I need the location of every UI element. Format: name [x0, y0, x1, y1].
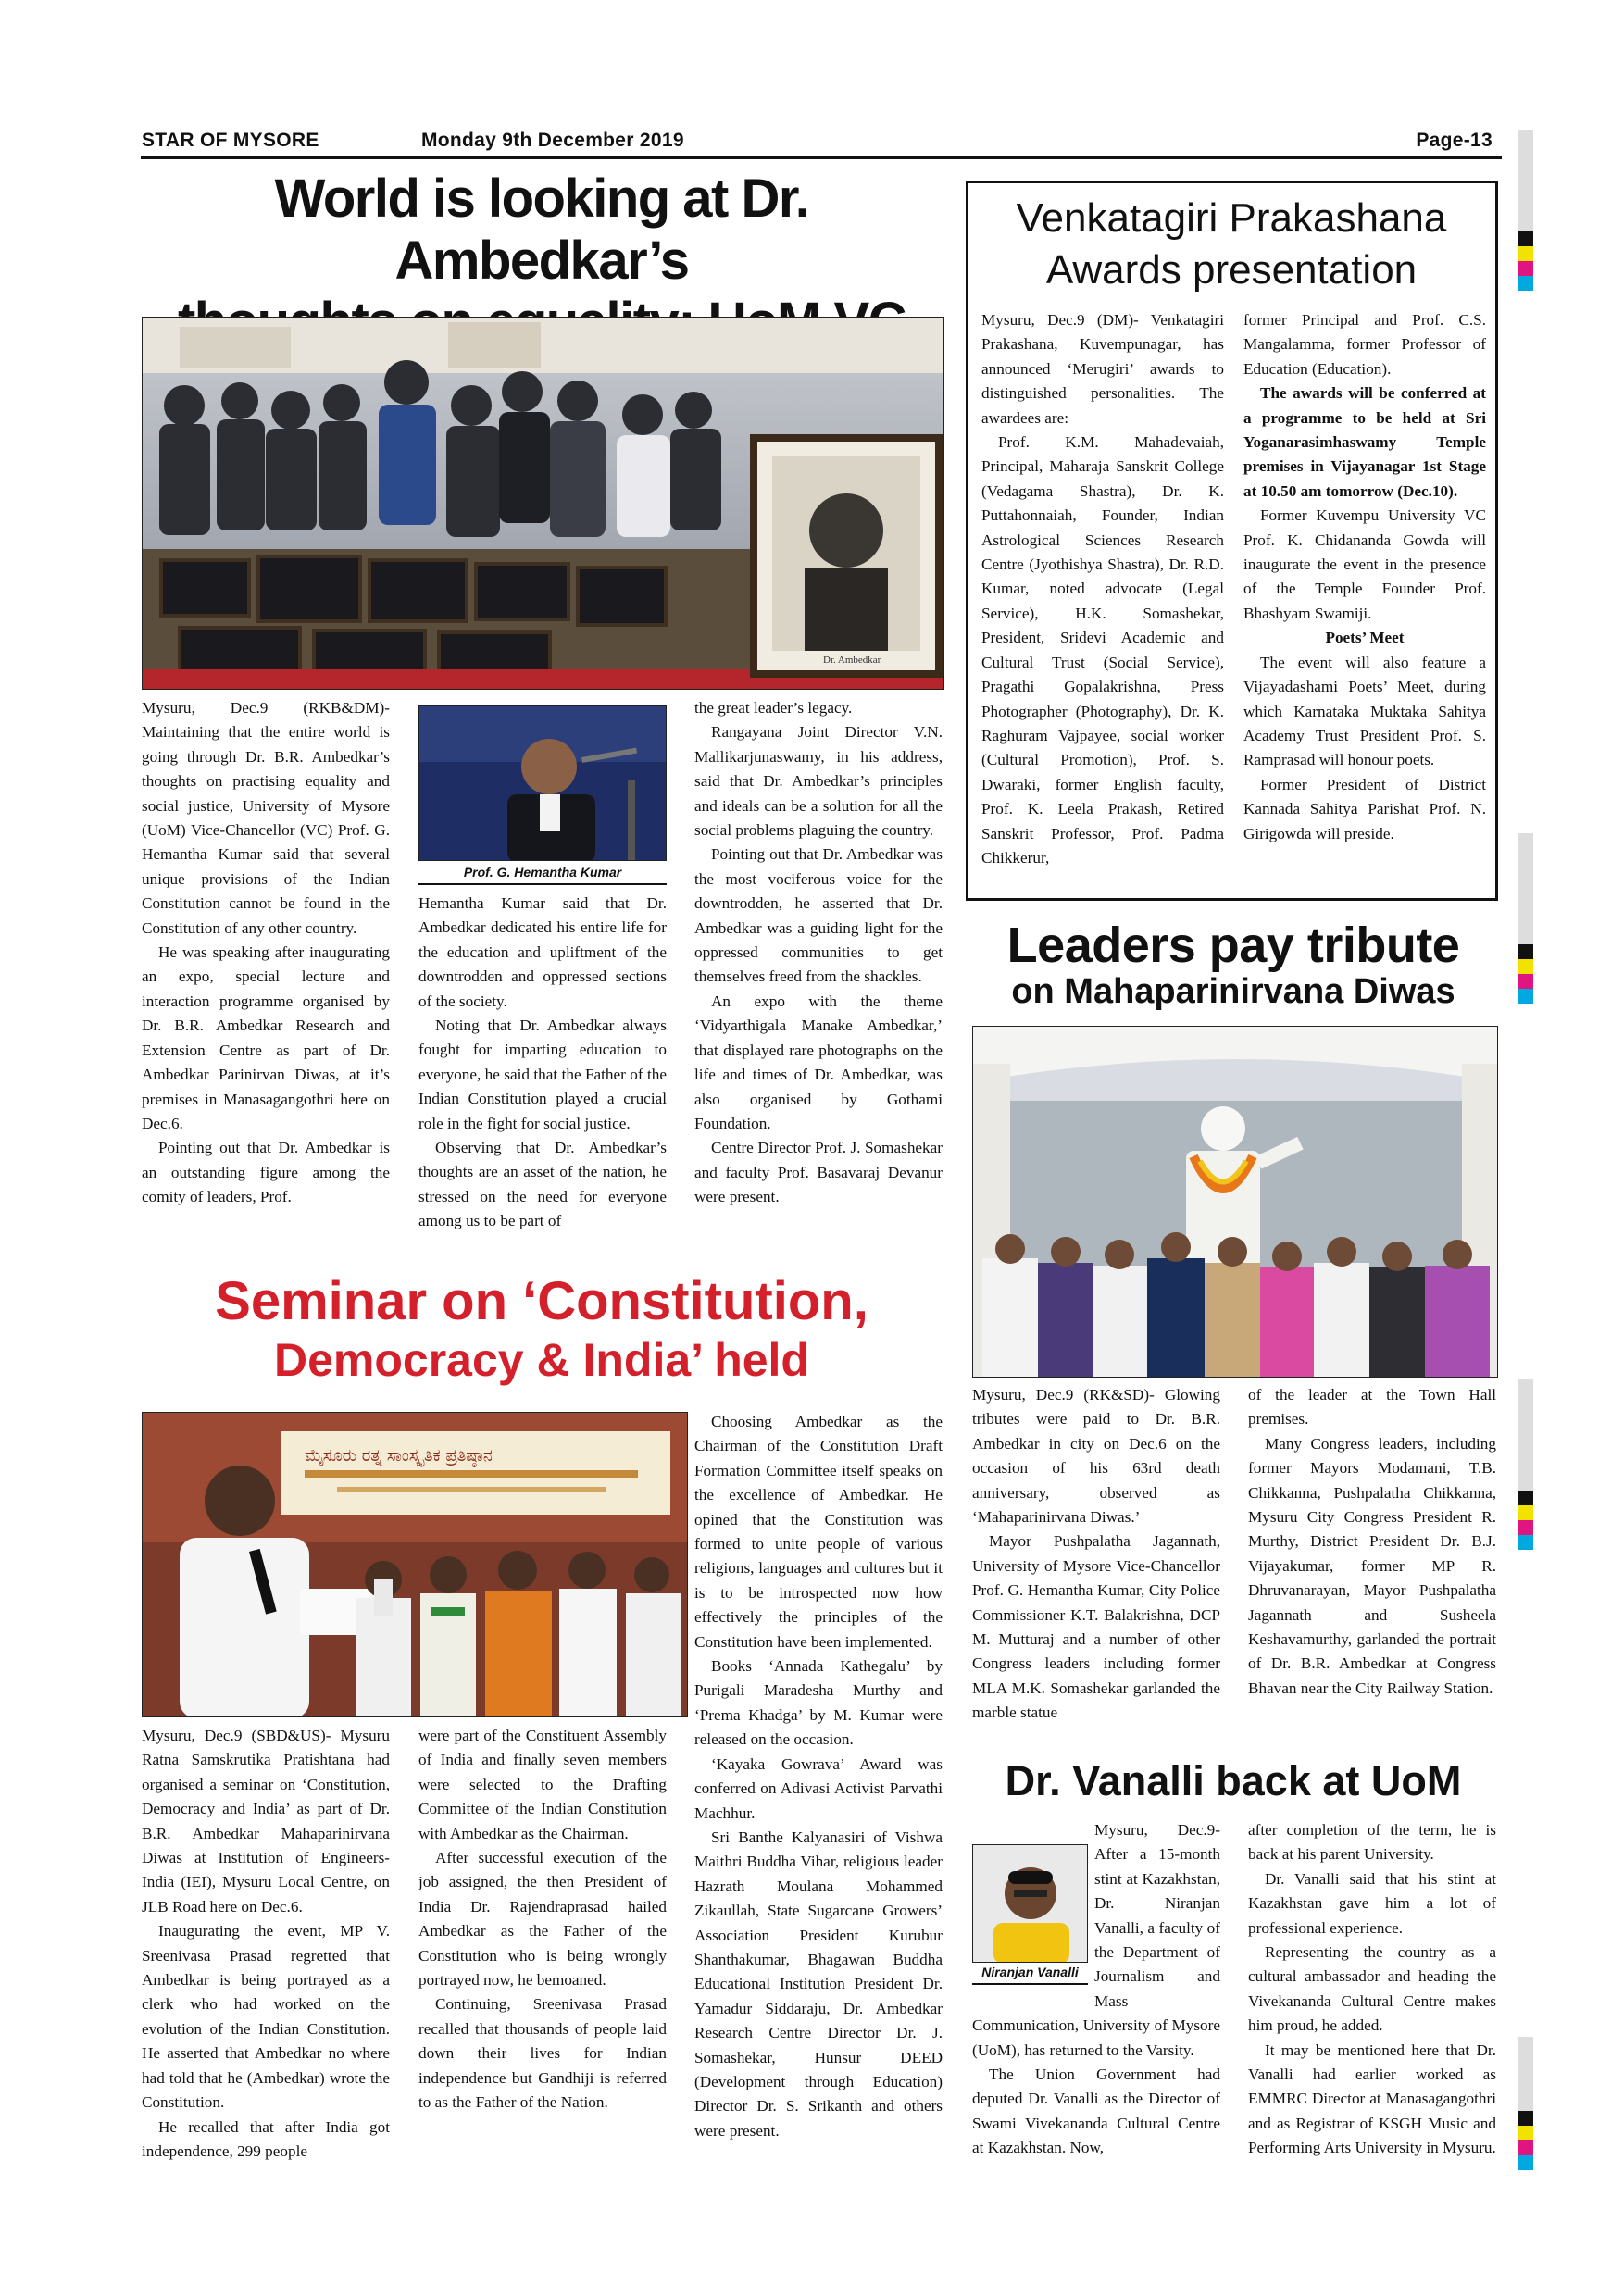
story5-paragraph: after completion of the term, he is back at his parent University. — [1248, 1821, 1496, 1864]
story2-column2 — [1243, 308, 1486, 846]
story1-paragraph: Pointing out that Dr. Ambedkar was the most vociferous voice for the downtrodden, he asserted that Dr. Ambedkar was a guiding light for the oppressed communities to get themselves freed from the shackles. — [694, 845, 943, 986]
portrait-signature: Dr. Ambedkar — [823, 655, 881, 666]
story5-paragraph: Dr. Vanalli said that his stint at Kazakhstan gave him a lot of professional experience. — [1248, 1869, 1496, 1937]
story4-headline-line1: Seminar on ‘Constitution, — [215, 1271, 868, 1331]
story3-paragraph: Mysuru, Dec.9 (RK&SD)- Glowing tributes were paid to Dr. B.R. Ambedkar in city on Dec.6 on the occasion of his 63rd death anniversary, observed as ‘Mahaparinirvana Diwas.’ — [972, 1386, 1220, 1527]
story2-subhead: Poets’ Meet — [1325, 629, 1405, 647]
story3-headline — [966, 917, 1501, 1013]
story4-paragraph: Mysuru, Dec.9 (SBD&US)- Mysuru Ratna Samskrutika Pratishtana had organised a seminar on ‘Constitution, Democracy and India’ as part of Dr. B.R. Ambedkar Mahaparinirvana Diwas at Institution of Engineers-India (IEI), Mysuru Local Centre, on JLB Road here on Dec.6. — [142, 1727, 390, 1915]
story4-paragraph: He recalled that after India got independence, 299 people — [142, 2117, 390, 2160]
hemantha-kumar-photo — [418, 705, 667, 861]
story1-paragraph: Mysuru, Dec.9 (RKB&DM)- Maintaining that the entire world is going through Dr. B.R. Ambedkar’s thoughts on practising equality and social justice, University of Mysore (UoM) Vice-Chancellor (VC) Prof. G. Hemantha Kumar said that several unique provisions of the Indian Constitution cannot be found in the Constitution of any other country. — [142, 699, 390, 937]
print-registration-marks — [1518, 833, 1533, 1004]
story4-paragraph: were part of the Constituent Assembly of India and finally seven members were selected to the Drafting Committee of the Indian Constitution with Ambedkar as the Chairman. — [418, 1727, 667, 1842]
story2-paragraph: former Principal and Prof. C.S. Mangalamma, former Professor of Education (Education). — [1243, 311, 1486, 378]
story5-headline: Dr. Vanalli back at UoM — [1005, 1757, 1462, 1804]
story2-column1 — [981, 308, 1224, 870]
story2-headline-line1: Venkatagiri Prakashana — [1016, 195, 1447, 241]
story2-paragraph: Mysuru, Dec.9 (DM)- Venkatagiri Prakashana, Kuvempunagar, has announced ‘Merugiri’ awards to distinguished personalities. The awardees are: — [981, 311, 1224, 427]
story2-paragraph: The event will also feature a Vijayadashami Poets’ Meet, during which Karnataka Muktaka Sahitya Academy Trust President Prof. S. Ramprasad will honour poets. — [1243, 653, 1486, 769]
issue-date: Monday 9th December 2019 — [421, 130, 684, 151]
story3-column2 — [1248, 1383, 1496, 1701]
story3-column1 — [972, 1383, 1220, 1726]
story3-paragraph: Mayor Pushpalatha Jagannath, University of Mysore Vice-Chancellor Prof. G. Hemantha Kumar, City Police Commissioner K.T. Balakrishna, DCP M. Mutturaj and a number of other Congress leaders including former MLA M.K. Somashekar garlanded the marble statue — [972, 1532, 1220, 1722]
story4-column3 — [694, 1410, 943, 2143]
statue-garlanding-image — [973, 1027, 1498, 1378]
story4-column1 — [142, 1724, 390, 2164]
vanalli-caption: Niranjan Vanalli — [981, 1965, 1079, 1979]
students-viewing-expo-image — [143, 318, 944, 690]
story2-headline-line2: Awards presentation — [1045, 247, 1418, 293]
story4-column2 — [418, 1724, 667, 2115]
story5-column2 — [1248, 1818, 1496, 2161]
story1-paragraph: Centre Director Prof. J. Somashekar and faculty Prof. Basavaraj Devanur were present. — [694, 1139, 943, 1206]
story5-paragraph: It may be mentioned here that Dr. Vanalli had earlier worked as EMMRC Director at Manasagangothri and as Registrar of KSGH Music and Performing Arts University in Mysuru. — [1248, 2040, 1496, 2157]
story4-paragraph: ‘Kayaka Gowrava’ Award was conferred on Adivasi Activist Parvathi Machhur. — [694, 1754, 943, 1822]
story1-paragraph: He was speaking after inaugurating an expo, special lecture and interaction programme organised by Dr. B.R. Ambedkar Research and Extension Centre as part of Dr. Ambedkar Parinirvan Diwas, at it’s premises in Manasagangothri here on Dec.6. — [142, 943, 390, 1132]
story1-column3 — [694, 696, 943, 1210]
story1-paragraph: the great leader’s legacy. — [694, 699, 853, 717]
story3-headline-line1: Leaders pay tribute — [1006, 917, 1460, 973]
story5-paragraph: Mysuru, Dec.9- After a 15-month stint at Kazakhstan, Dr. Niranjan Vanalli, a faculty of the Department of Journalism and Mass Communication, University of Mysore (UoM), has returned to the Varsity. — [972, 1821, 1220, 2059]
story2-event-details: The awards will be conferred at a programme to be held at Sri Yoganarasimhaswamy Temple premises in Vijayanagar 1st Stage at 10.50 am tomorrow (Dec.10). — [1243, 384, 1486, 500]
seminar-stage-image — [143, 1413, 688, 1717]
story1-paragraph: An expo with the theme ‘Vidyarthigala Manake Ambedkar,’ that displayed rare photographs on the life and times of Dr. Ambedkar, was also organised by Gothami Foundation. — [694, 992, 943, 1132]
story3-headline-line2: on Mahaparinirvana Diwas — [1011, 972, 1455, 1012]
story5-column1 — [972, 1818, 1220, 2161]
stage-banner-text: ಮೈಸೂರು ರತ್ನ ಸಾಂಸ್ಕೃತಿಕ ಪ್ರತಿಷ್ಠಾನ — [305, 1446, 493, 1466]
story4-paragraph: Books ‘Annada Kathegalu’ by Purigali Maradesha Murthy and ‘Prema Khadga’ by M. Kumar were released on the occasion. — [694, 1657, 943, 1749]
story2-paragraph: Prof. K.M. Mahadevaiah, Principal, Maharaja Sanskrit College (Vedagama Shastra), Dr. K. Puttahonnaiah, Founder, Indian Astrological Sciences Research Centre (Jyothishya Shastra), Dr. R.D. Kumar, noted advocate (Legal Service), H.K. Somashekar, President, Sridevi Academic and Cultural Trust (Social Service), Pragathi Gopalakrishna, Press Photographer (Photography), Dr. K. Raghuram Vajpayee, social worker (Cultural Promotion), Prof. S. Dwaraki, former English faculty, Prof. K. Leela Prakash, Retired Sanskrit Professor, Prof. Padma Chikkerur, — [981, 433, 1224, 867]
story4-paragraph: Inaugurating the event, MP V. Sreenivasa Prasad regretted that Ambedkar is being portrayed as a clerk who had worked on the evolution of the Indian Constitution. He asserted that Ambedkar no where had told that he (Ambedkar) wrote the Constitution. — [142, 1922, 390, 2112]
story1-column1 — [142, 696, 390, 1210]
story2-paragraph: Former President of District Kannada Sahitya Parishat Prof. N. Girigowda will preside. — [1243, 775, 1486, 842]
masthead-rule — [141, 156, 1502, 159]
story4-headline — [139, 1270, 944, 1388]
newspaper-name: STAR OF MYSORE — [142, 130, 319, 151]
story1-headline-line1: World is looking at Dr. Ambedkar’s — [274, 168, 809, 291]
print-registration-marks — [1518, 130, 1533, 291]
story1-paragraph: Hemantha Kumar said that Dr. Ambedkar dedicated his entire life for the education and upliftment of the downtrodden and oppressed sections of the society. — [418, 894, 667, 1010]
story4-paragraph: Choosing Ambedkar as the Chairman of the Constitution Draft Formation Committee itself speaks on the excellence of Ambedkar. He opined that the Constitution was formed to unite people of various religions, languages and cultures but it is to be introspected now how effectively the principles of the Constitution have been implemented. — [694, 1413, 943, 1651]
story5-paragraph: Representing the country as a cultural ambassador and heading the Vivekananda Cultural Centre makes him proud, he added. — [1248, 1943, 1496, 2035]
story4-paragraph: Sri Banthe Kalyanasiri of Vishwa Maithri Buddha Vihar, religious leader Hazrath Moulana Mohammed Zikaullah, State Sugarcane Growers’ Association President Kurubur Shanthakumar, Bhagawan Buddha Educational Institution President Dr. Yamadur Siddaraju, Dr. Ambedkar Research Centre Director Dr. J. Somashekar, Hunsur DEED (Development through Education) Director Dr. S. Srikanth and others were present. — [694, 1828, 943, 2140]
story2-paragraph: Former Kuvempu University VC Prof. K. Chidananda Gowda will inaugurate the event in the presence of the Temple Founder Prof. Bhashyam Swamiji. — [1243, 506, 1486, 622]
story1-paragraph: Rangayana Joint Director V.N. Mallikarjunaswamy, in his address, said that Dr. Ambedkar’s principles and ideals can be a solution for all the social problems plaguing the country. — [694, 723, 943, 840]
story5-paragraph: The Union Government had deputed Dr. Vanalli as the Director of Swami Vivekananda Cultural Centre at Kazakhstan. Now, — [972, 2065, 1220, 2157]
expo-photo — [142, 317, 944, 690]
seminar-photo — [142, 1412, 688, 1717]
print-registration-marks — [1518, 1379, 1533, 1550]
story1-column2 — [418, 892, 667, 1234]
story4-headline-line2: Democracy & India’ held — [274, 1334, 809, 1387]
caption-rule — [418, 883, 667, 885]
story1-paragraph: Pointing out that Dr. Ambedkar is an outstanding figure among the comity of leaders, Prof. — [142, 1139, 390, 1206]
story4-paragraph: Continuing, Sreenivasa Prasad recalled that thousands of people laid down their lives for Indian independence but Gandhiji is referred to as the Father of the Nation. — [418, 1995, 667, 2112]
story4-paragraph: After successful execution of the job assigned, the then President of India Dr. Rajendraprasad hailed Ambedkar as the Father of the Constitution who is being wrongly portrayed now, he bemoaned. — [418, 1849, 667, 1990]
story3-paragraph: Many Congress leaders, including former Mayors Modamani, T.B. Chikkanna, Pushpalatha Chikkanna, Mysuru City Congress President R. Murthy, District President Dr. B.J. Vijayakumar, former MP R. Dhruvanarayan, Mayor Pushpalatha Jagannath and Susheela Keshavamurthy, garlanded the portrait of Dr. B.R. Ambedkar at Congress Bhavan near the City Railway Station. — [1248, 1434, 1496, 1697]
story1-paragraph: Noting that Dr. Ambedkar always fought for imparting education to everyone, he said that the Father of the Indian Constitution played a crucial role in the fight for social justice. — [418, 1017, 667, 1132]
speaker-image — [419, 706, 667, 861]
story3-paragraph: of the leader at the Town Hall premises. — [1248, 1386, 1496, 1429]
photo-wrap-spacer — [972, 1818, 1094, 1994]
hemantha-kumar-caption: Prof. G. Hemantha Kumar — [463, 865, 622, 880]
page-number: Page-13 — [1416, 130, 1493, 151]
print-registration-marks — [1518, 2037, 1533, 2170]
story1-paragraph: Observing that Dr. Ambedkar’s thoughts are an asset of the nation, he stressed on the need for everyone among us to be part of — [418, 1139, 667, 1230]
story2-headline — [972, 193, 1491, 297]
tribute-photo — [972, 1026, 1498, 1378]
